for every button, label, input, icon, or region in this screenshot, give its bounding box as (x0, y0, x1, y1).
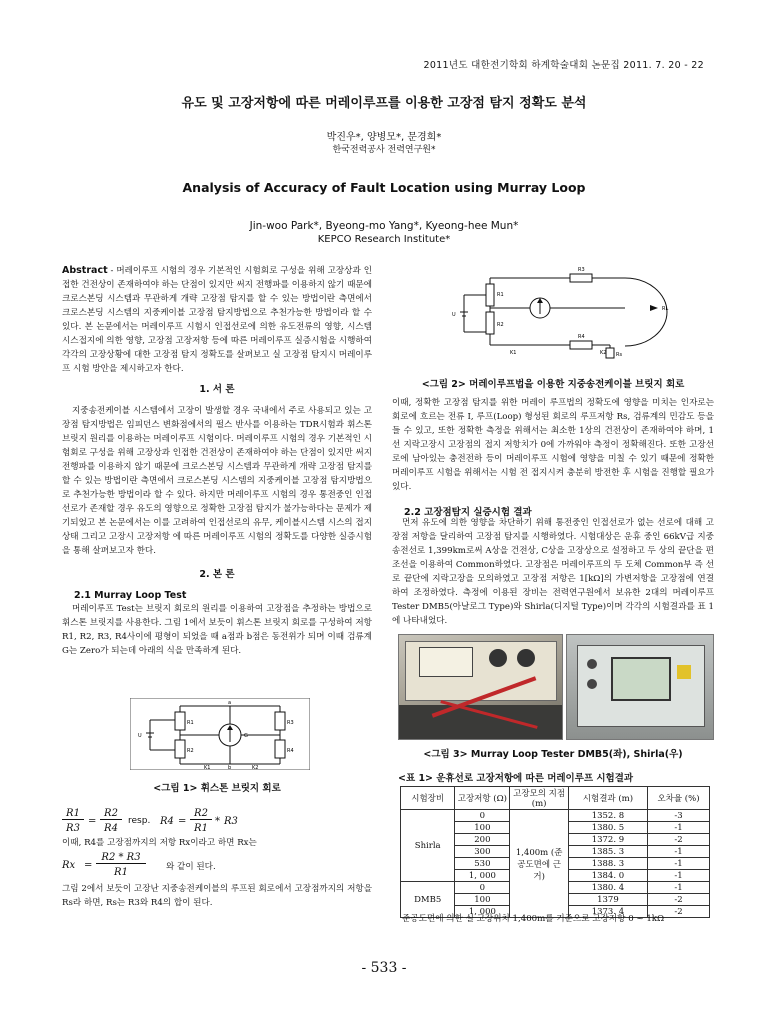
cell-r: 1, 000 (455, 870, 510, 882)
cell-device: DMB5 (401, 882, 455, 918)
table-row (401, 810, 710, 822)
section-2-heading: 2. 본 론 (199, 569, 235, 580)
f1-rhs-num: R2 (100, 808, 122, 820)
cell-r: 300 (455, 846, 510, 858)
cell-r: 0 (455, 882, 510, 894)
table-1-caption: <표 1> 운휴선로 고장저항에 따른 머레이루프 시험결과 (398, 773, 634, 784)
cell-r: 0 (455, 810, 510, 822)
fig2-resistor-r4 (570, 341, 592, 349)
label-g: G (244, 733, 248, 739)
cell-result: 1384. 0 (568, 870, 647, 882)
cell-err: -2 (647, 906, 709, 918)
cell-err: -1 (647, 846, 709, 858)
f1-eq1: = (88, 816, 97, 827)
footer-text: 준공도면에 의한 실 고장위치 1,400m를 기준으로 고장저항 0 ~ 1kΩ (402, 914, 665, 924)
f1-r4: R4 (160, 816, 174, 827)
cell-err: -1 (647, 882, 709, 894)
cell-result: 1385. 3 (568, 846, 647, 858)
resistor-r2 (175, 740, 185, 758)
f1-mul: * (215, 816, 220, 827)
fig2-label-rl: RL (662, 306, 669, 312)
table-1 (400, 786, 710, 918)
cell-err: -3 (647, 810, 709, 822)
cell-distance: 1,400m (준공도면에 근거) (510, 810, 569, 918)
photo-dmb5-tester (398, 634, 563, 740)
fig2-label-r3: R3 (578, 267, 585, 273)
section-2-1-heading: 2.1 Murray Loop Test (74, 590, 187, 601)
cell-result: 1380. 4 (568, 882, 647, 894)
cell-result: 1379 (568, 894, 647, 906)
fig2-label-rs: Rs (616, 352, 623, 358)
title-english: Analysis of Accuracy of Fault Location using Murray Loop (182, 180, 586, 195)
figure-2-murray-loop-circuit (450, 250, 715, 368)
resistor-r4 (275, 740, 285, 758)
cell-err: -1 (647, 822, 709, 834)
abstract-label: Abstract (62, 265, 108, 276)
label-r4: R4 (287, 748, 294, 754)
section-1-heading: 1. 서 론 (199, 384, 235, 395)
right-paragraph-1: 이때, 정확한 고장점 탐지를 위한 머레이 루프법의 정확도에 영향을 미치는 인자로는 회로에 흐르는 전류 I, 루프(Loop) 형성된 회로의 루프저항 Rs, 검류계의 민감도 등을 들 수 있고, 또한 정확한 측정을 위해서는 최소한 1상의 건전상이 존재하여야 하며, 1선 지락고장시 고장점의 접지 저항치가 0에 가까워야 측정이 정확해진다. 또한 고장선로에 남아있는 충전전하 등이 머레이루프 시험에 영향을 미칠 수 있기 때문에 정확한 머레이루프 시험을 위해서는 시험 전 접지시켜 충분히 방전한 후 시험을 진행할 필요가 있다. (392, 398, 714, 492)
label-k2: K2 (252, 765, 259, 770)
fig2-label-k1: K1 (510, 350, 517, 356)
fig2-resistor-r3 (570, 274, 592, 282)
th-device: 시험장비 (401, 787, 455, 810)
f2-eq: = (84, 860, 93, 871)
cell-r: 100 (455, 894, 510, 906)
figure-1-caption: <그림 1> 휘스톤 브릿지 회로 (153, 783, 281, 794)
after-formula-1-text: 이때, R4를 고장점까지의 저항 Rx이라고 하면 Rx는 (62, 838, 257, 848)
page-number: - 533 - (361, 960, 407, 976)
organization-english: KEPCO Research Institute* (317, 234, 451, 245)
f2-den: R1 (114, 867, 128, 878)
th-error-rate: 오차율 (%) (647, 787, 709, 810)
title-korean: 유도 및 고장저항에 따른 머레이루프를 이용한 고장점 탐지 정확도 분석 (181, 96, 587, 111)
journal-header: 2011년도 대한전기학회 하계학술대회 논문집 2011. 7. 20 - 22 (423, 60, 704, 71)
f1-rhs-den: R4 (104, 823, 118, 834)
label-a: a (228, 700, 232, 706)
cell-err: -2 (647, 894, 709, 906)
fig2-label-u: U (452, 312, 456, 318)
fig2-label-r1: R1 (497, 292, 504, 298)
f1-r4-tail: R3 (224, 816, 238, 827)
f2-lhs: Rx (62, 860, 76, 871)
cell-err: -1 (647, 858, 709, 870)
section-2-2-text: 먼저 유도에 의한 영향을 차단하기 위해 통전중인 인접선로가 없는 선로에 대해 고장점 저항을 달리하여 고장점 탐지를 시행하였다. 시험대상은 운휴 중인 66kV급 지중송전선로 1,399km로써 A상을 건전상, C상을 고장상으로 설정하고 두 상의 끝단을 편조선을 이용하여 Common하였다. 고장점은 머레이루프의 두 도체 Common부 즉 선로 끝단에 지락고장을 모의하였고 고장점 저항은 1[kΩ]의 가변저항을 고장점에 연결하여 조정하였다. 측정에 이용된 장비는 전력연구원에서 보유한 2대의 머레이루프 Tester DMB5(아날로그 Type)와 Shirla(디지털 Type)이며 각각의 시험결과를 표 1에 나타내었다. (392, 518, 714, 626)
cell-result: 1388. 3 (568, 858, 647, 870)
f1-eq2: = (178, 816, 187, 827)
cell-err: -1 (647, 870, 709, 882)
f1-r4-den: R1 (194, 823, 208, 834)
figure-1-wheatstone-bridge (130, 698, 310, 770)
fig2-label-r2: R2 (497, 322, 504, 328)
label-r3: R3 (287, 720, 294, 726)
th-fault-resistance: 고장저항 (Ω) (455, 787, 510, 810)
cell-device: Shirla (401, 810, 455, 882)
figure-3-caption: <그림 3> Murray Loop Tester DMB5(좌), Shirla(우) (423, 749, 683, 760)
f1-lhs-den: R3 (66, 823, 80, 834)
cell-result: 1380. 5 (568, 822, 647, 834)
label-u: U (138, 733, 142, 739)
cell-r: 530 (455, 858, 510, 870)
f1-resp: resp. (128, 816, 151, 826)
section-2-1-text: 머레이루프 Test는 브릿지 회로의 원리를 이용하여 고장점을 추정하는 방법으로 휘스톤 브릿지를 사용한다. 그림 1에서 보듯이 휘스톤 브릿지 회로를 구성하여 저항 R1, R2, R3, R4사이에 평형이 되었을 때 a점과 b점은 동전위가 되며 이때 검류계 G는 Zero가 되는데 아래의 식을 만족하게 된다. (62, 604, 372, 656)
cell-result: 1373. 4 (568, 906, 647, 918)
f2-tail: 와 같이 된다. (166, 862, 216, 872)
organization-korean: 한국전력공사 전력연구원* (332, 145, 436, 155)
fig2-label-k2: K2 (600, 350, 607, 356)
cell-r: 100 (455, 822, 510, 834)
abstract-text: - 머레이루프 시험의 경우 기본적인 시험회로 구성을 위해 고장상과 인접한 건전상이 존재하여야 하는 단점이 있지만 써지 전행파를 이용하지 않기 때문에 크로스본딩 시스템과 무관하게 개략 고장점 탐지를 할 수 있는 방법이란 측면에서 크로스본딩 시스템의 지중케이블 고장점 탐지방법으로 추천가능한 방법이라 할 수 있다. 본 논문에서는 머레이루프 시험시 인접선로에 의한 유도전류의 영향, 시스템 시스접지에 의한 영향, 고장점 고장저항 등에 따른 머레이루프 실증시험을 시행하여 각각의 고장상황에 대한 고장점 탐지 정확도를 살펴보고 실 고장점 탐지시 머레이루프 시험 방안을 제시하고자 한다. (62, 266, 372, 374)
f1-lhs-num: R1 (62, 808, 84, 820)
fig2-label-r4: R4 (578, 334, 585, 340)
f1-r4-num: R2 (190, 808, 212, 820)
section-2-2-heading: 2.2 고장점탐지 실증시험 결과 (404, 507, 532, 518)
cell-result: 1372. 9 (568, 834, 647, 846)
fig2-resistor-r2 (486, 312, 494, 334)
section-2-1-tail: 그림 2에서 보듯이 고장난 지중송전케이블의 루프된 회로에서 고장점까지의 저항을 Rs라 하면, Rs는 R3와 R4의 합이 된다. (62, 884, 372, 908)
resistor-r1 (175, 712, 185, 730)
abstract (62, 264, 372, 376)
section-1-text: 지중송전케이블 시스템에서 고장이 발생할 경우 국내에서 주로 사용되고 있는 고장점 탐지방법은 임피던스 변화점에서의 펄스 반사를 이용하는 TDR시험과 휘스톤브릿지 원리를 이용하는 머레이루프 시험이다. 머레이루프 시험의 경우 기본적인 시험회로 구성을 위해 고장상과 인접한 건전상이 존재하여야 하는 단점이 있지만 써지 전행파를 이용하지 않기 때문에 크로스본딩 시스템과 무관하게 개략 고장점 탐지를 할 수 있는 방법이란 측면에서 크로스본딩 시스템의 지중케이블 고장점 탐지방법으로 추천가능한 방법이라 할 수 있다. 하지만 머레이루프 시험의 경우 통전중인 인접선로가 존재할 경우 유도의 영향으로 정확한 고장점 탐지가 불가능하다는 문제가 제기되었고 본 논문에서는 이를 고려하여 인접선로의 유무, 케이블시스템 시스의 접지상태 그리고 고장시 고장저항 에 따른 머레이루프 시험의 정확도를 다양한 실증시험을 통해 살펴보고자 한다. (62, 406, 372, 556)
formula-2 (62, 852, 372, 882)
fig2-resistor-r1 (486, 284, 494, 306)
label-r1: R1 (187, 720, 194, 726)
resistor-r3 (275, 712, 285, 730)
cell-r: 200 (455, 834, 510, 846)
cell-r: 1, 000 (455, 906, 510, 918)
authors-korean: 박진우*, 양병모*, 문경희* (326, 132, 442, 143)
photo-shirla-tester (566, 634, 714, 740)
cell-result: 1352. 8 (568, 810, 647, 822)
f2-num: R2 * R3 (96, 852, 146, 864)
label-k1: K1 (204, 765, 211, 770)
cell-err: -2 (647, 834, 709, 846)
fig2-resistor-rs (606, 348, 614, 358)
label-b: b (228, 765, 232, 770)
th-result: 시험결과 (m) (568, 787, 647, 810)
th-fault-point: 고장모의 지점 (m) (510, 787, 569, 810)
table-header-row (401, 787, 710, 810)
figure-2-caption: <그림 2> 머레이루프법을 이용한 지중송전케이블 브릿지 회로 (421, 379, 685, 390)
label-r2: R2 (187, 748, 194, 754)
authors-english: Jin-woo Park*, Byeong-mo Yang*, Kyeong-hee Mun* (249, 220, 519, 232)
